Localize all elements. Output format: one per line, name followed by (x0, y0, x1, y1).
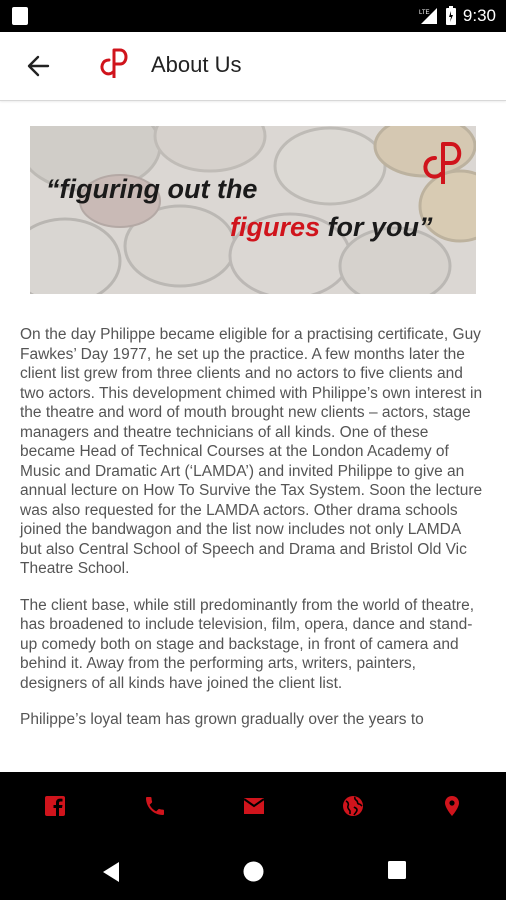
email-icon[interactable] (242, 794, 266, 818)
bottom-contact-bar (0, 772, 506, 842)
app-bar (0, 32, 506, 101)
banner-slogan-highlight: figures (230, 212, 321, 242)
status-bar (0, 0, 506, 32)
coins-background-image (30, 126, 476, 294)
triangle-back-icon[interactable] (101, 861, 121, 883)
square-recents-icon[interactable] (388, 861, 406, 879)
page-title: About Us (151, 52, 242, 77)
banner-logo-icon (420, 138, 466, 188)
banner-slogan-line1: “figuring out the (46, 174, 258, 204)
cp-logo-icon (98, 46, 130, 84)
status-time: 9:30 (462, 6, 496, 25)
about-paragraph: Philippe’s loyal team has grown gradually over the years to (20, 711, 424, 728)
globe-icon[interactable] (341, 794, 365, 818)
about-banner (30, 126, 476, 294)
location-pin-icon[interactable] (440, 794, 464, 818)
network-type-label: LTE (418, 10, 430, 16)
battery-icon (445, 6, 457, 26)
phone-icon[interactable] (143, 794, 167, 818)
about-paragraph: The client base, while still predominantly from the world of theatre, has broadened to include television, film, opera, dance and stand-up comedy both on stage and backstage, in front of camera and behind it. Away from the performing arts, writers, painters, designers of all kinds have joined the client list. (20, 596, 475, 692)
banner-slogan-line2 (230, 212, 433, 243)
facebook-icon[interactable] (43, 794, 67, 818)
circle-home-icon[interactable] (243, 861, 264, 882)
banner-slogan-rest: for you” (320, 212, 433, 242)
arrow-back-icon[interactable] (24, 52, 54, 80)
signal-icon (419, 7, 439, 25)
notification-icon (12, 7, 28, 25)
system-navigation-bar (0, 842, 506, 900)
about-content (20, 325, 486, 747)
about-paragraph: On the day Philippe became eligible for a practising certificate, Guy Fawkes’ Day 1977, he set up the practice. A few months later the client list grew from three clients and no actors to five clients and two actors. This development chimed with Philippe’s own interest in the theatre and word of mouth brought new clients – actors, stage managers and theatre technicians of all kinds. One of these became Head of Technical Courses at the London Academy of Music and Dramatic Art (‘LAMDA’) and invited Philippe to give an annual lecture on How To Survive the Tax System. Soon the lecture was also requested for the LAMDA actors. Other drama schools joined the bandwagon and the list now includes not only LAMDA but also Central School of Speech and Drama and Bristol Old Vic Theatre School. (20, 326, 483, 577)
